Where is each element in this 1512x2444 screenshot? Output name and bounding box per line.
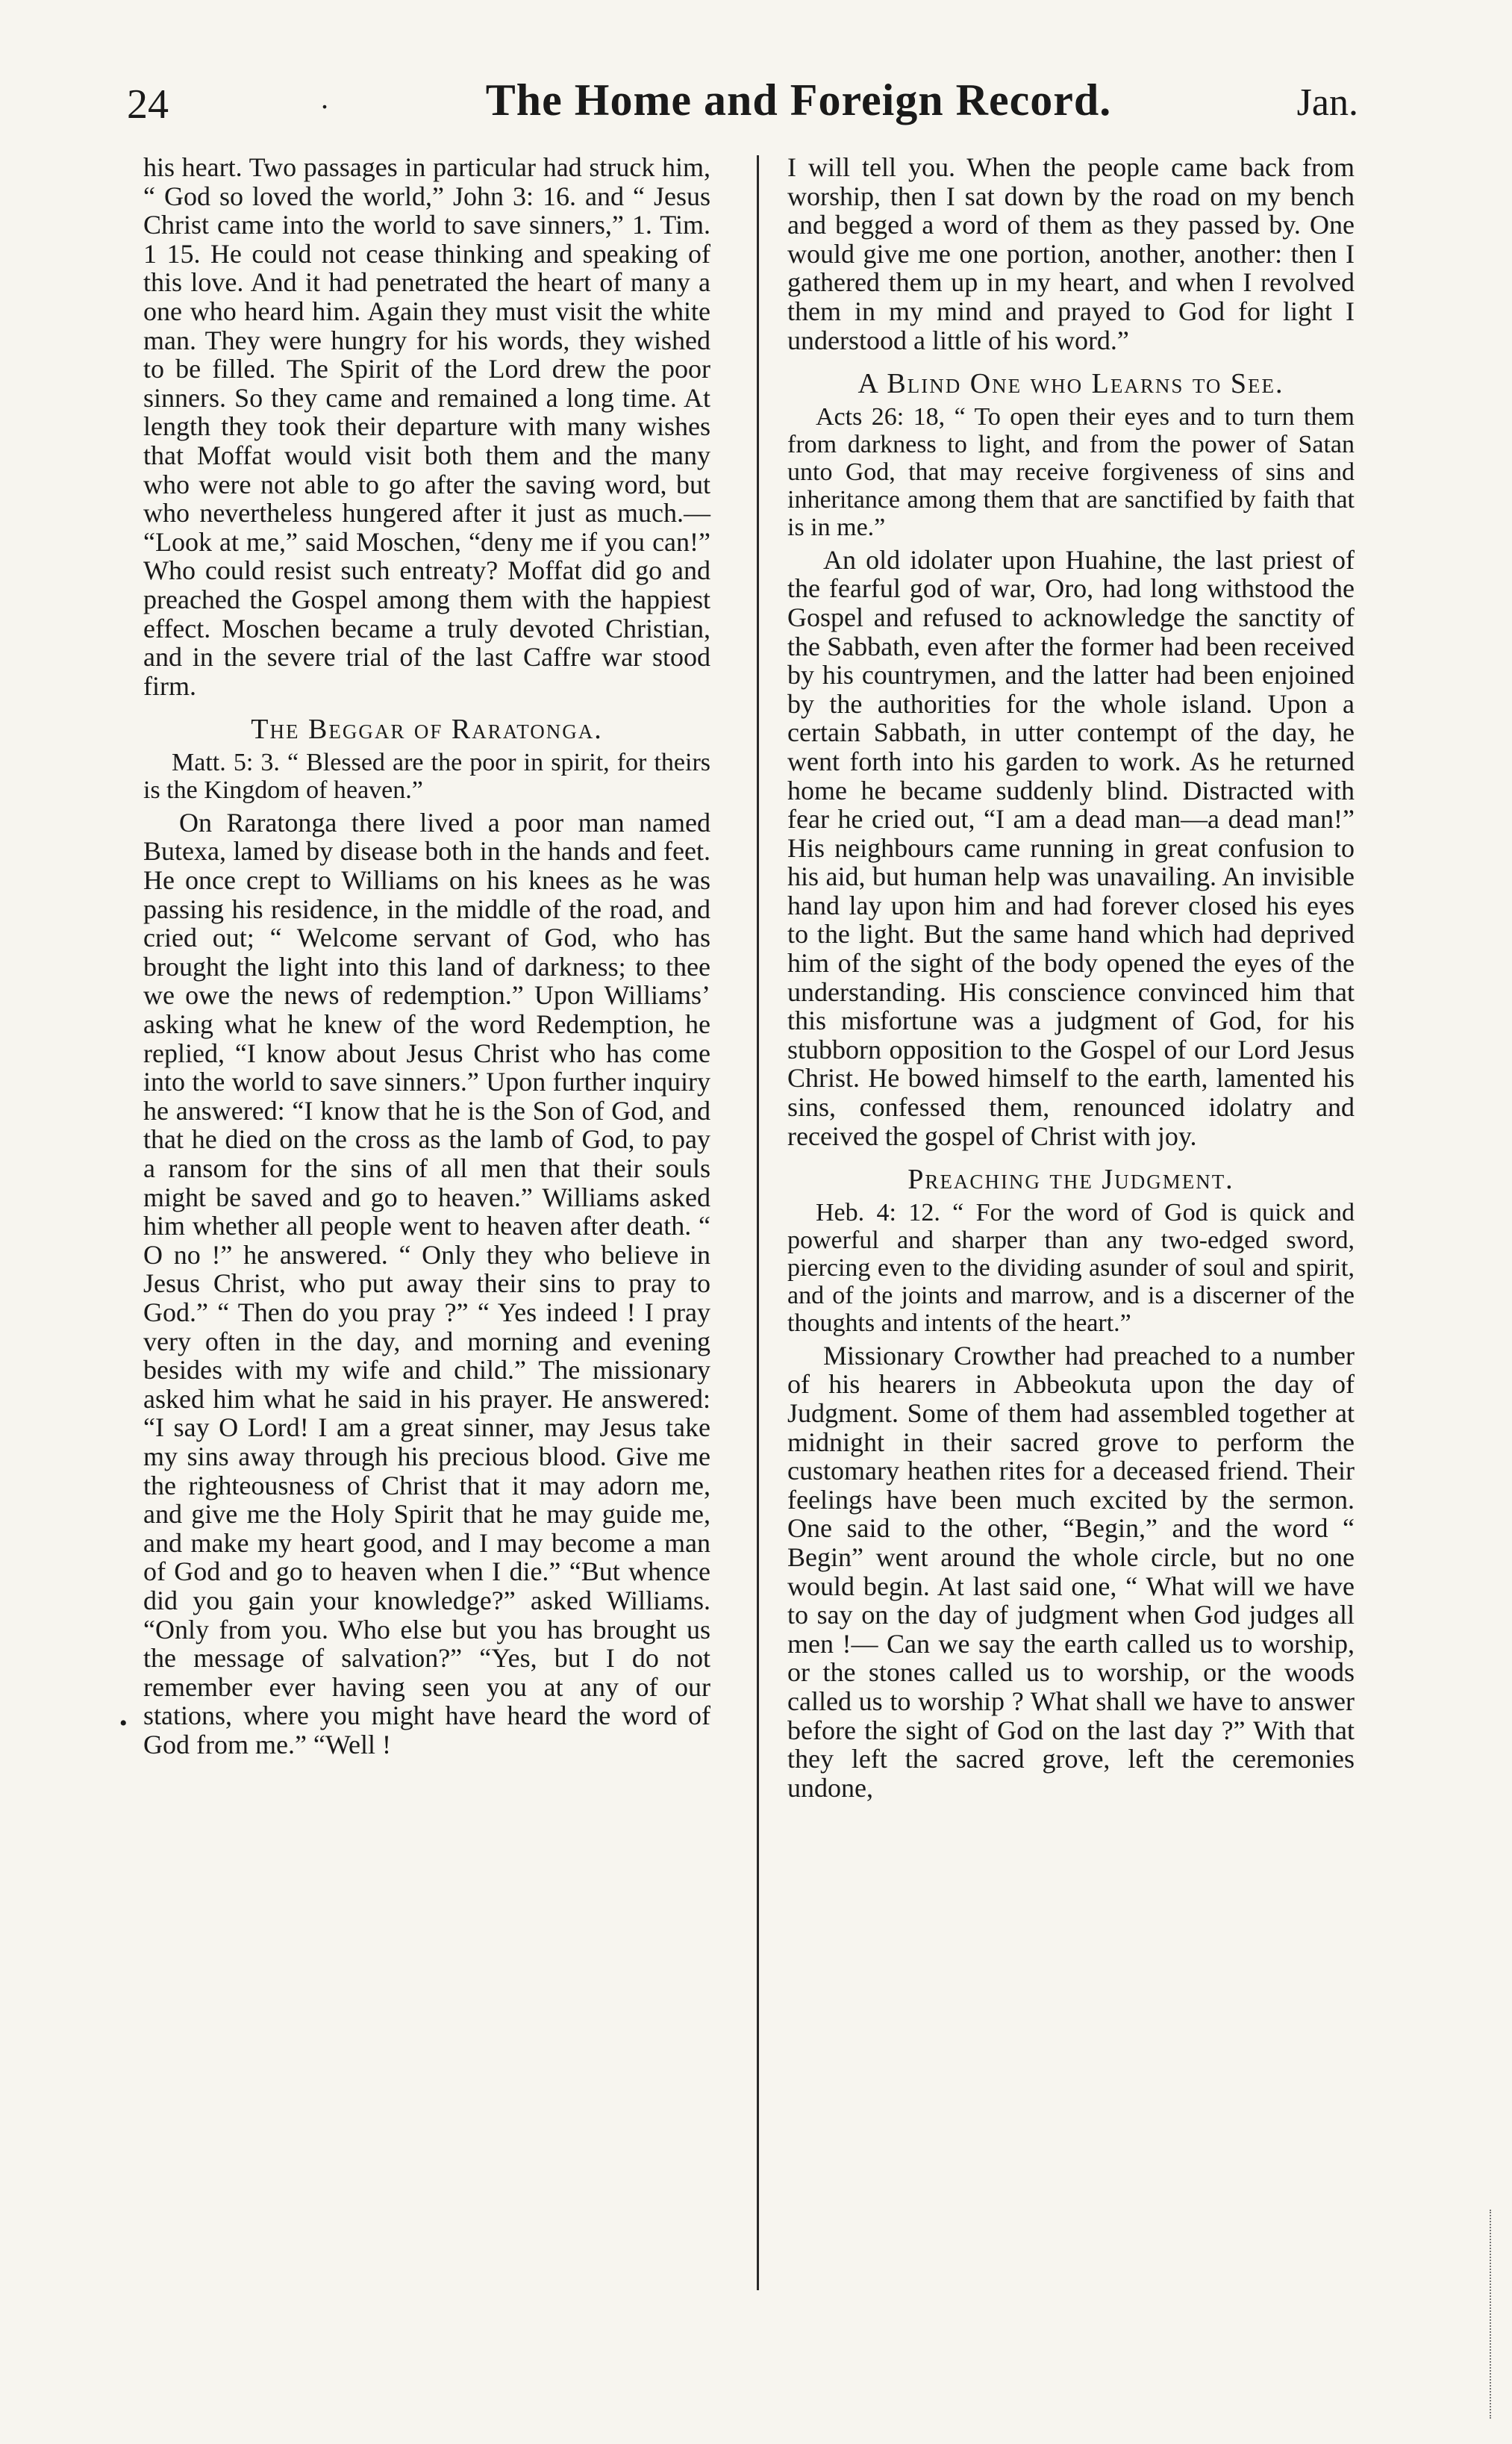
scripture-acts: Acts 26: 18, “ To open their eyes and to turn them from darkness to light, and from the power of Satan unto God, that may receive forgiveness of sins and inheritance among them that are sanctified by faith that is in me.” [787,402,1355,541]
section-heading-blind: A Blind One who Learns to See. [857,368,1284,400]
left-paragraph-2: On Raratonga there lived a poor man named Butexa, lamed by disease both in the hands and feet. He once crept to Williams on his knees as he was passing his residence, in the middle of the road, and cried out; “ Welcome servant of God, who has brought the light into this land of darkness; to thee we owe the news of redemption.” Upon Williams’ asking what he knew of the word Redemption, he replied, “I know about Jesus Christ who has come into the world to save sinners.” Upon further inquiry he answered: “I know that he is the Son of God, and that he died on the cross as the lamb of God, to pay a ransom for the sins of all men that their souls might be saved and go to heaven.” Williams asked him whether all people went to heaven after death. “ O no !” he answered. “ Only they who believe in Jesus Christ, who put away their sins to pray to God.” “ Then do you pray ?” “ Yes indeed ! I pray very often in the day, and morning and evening besides with my wife and child.” The missionary asked him what he said in his prayer. He answered: “I say O Lord! I am a great sinner, may Jesus take my sins away through his precious blood. Give me the righteousness of Christ that it may adorn me, and give me the Holy Spirit that he may guide me, and make my heart good, and I may become a man of God and go to heaven when I die.” “But whence did you gain your knowledge?” asked Williams. “Only from you. Who else but you has brought us the message of salvation?” “Yes, but I do not remember ever having seen you at any of our stations, where you might have heard the word of God from me.” “Well ! [143,807,710,1759]
left-paragraph-1: his heart. Two passages in particular had struck him, “ God so loved the world,” John 3: 16. and “ Jesus Christ came into the world to save sinners,” 1. Tim. 1 15. He could not cease thinking and speaking of this love. And it had penetrated the heart of many a one who heard him. Again they must visit the white man. They were hungry for his words, they wished to be filled. The Spirit of the Lord drew the poor sinners. So they came and remained a long time. At length they took their departure with many wishes that Moffat would visit both them and the many who were not able to go after the saving word, but who nevertheless hungered after it just as much.— “Look at me,” said Moschen, “deny me if you can!” Who could resist such entreaty? Moffat did go and preached the Gospel among them with the happiest effect. Moschen became a truly devoted Christian, and in the severe trial of the last Caffre war stood firm. [143,152,710,701]
left-column [143,153,710,1759]
section-heading-judgment: Preaching the Judgment. [907,1164,1234,1196]
column-divider [757,155,759,2290]
publication-title: The Home and Foreign Record. [485,75,1112,125]
running-header [127,75,1358,142]
margin-mark: • [119,1711,128,1736]
right-paragraph-2: An old idolater upon Huahine, the last priest of the fearful god of war, Oro, had long withstood the Gospel and refused to acknowledge the sanctity of the Sabbath, even after the former had been received by his countrymen, and the latter had been enjoined by the authorities for the whole island. Upon a certain Sabbath, in utter contempt of the day, he went forth into his garden to work. As he returned home he became suddenly blind. Distracted with fear he cried out, “I am a dead man—a dead man!” His neighbours came running in great confusion to his aid, but human help was unavailing. An invisible hand lay upon him and had forever closed his eyes to the light. But the same hand which had deprived him of the sight of the body opened the eyes of the understanding. His conscience convinced him that this misfortune was a judgment of God, for his stubborn opposition to the Gospel of our Lord Jesus Christ. He bowed himself to the earth, lamented his sins, confessed them, renounced idolatry and received the gospel of Christ with joy. [787,544,1355,1151]
issue-month: Jan. [1296,81,1358,124]
right-paragraph-1: I will tell you. When the people came back from worship, then I sat down by the road on my bench and begged a word of them as they passed by. One would give me one portion, another, another: then I gathered them up in my heart, and when I revolved them in my mind and prayed to God for light I understood a little of his word.” [787,152,1355,355]
margin-dots [1490,2210,1494,2419]
section-heading-beggar: The Beggar of Raratonga. [251,714,603,746]
page-number: 24 [127,81,169,128]
right-paragraph-3: Missionary Crowther had preached to a number of his hearers in Abbeokuta upon the day of Judgment. Some of them had assembled together at midnight in their sacred grove to perform the customary heathen rites for a deceased friend. Their feelings have been much excited by the sermon. One said to the other, “Begin,” and the word “ Begin” went around the whole circle, but no one would begin. At last said one, “ What will we have to say on the day of judgment when God judges all men !— Can we say the earth called us to worship, or the stones called us to worship, or the woods called us to worship ? What shall we have to answer before the sight of God on the last day ?” With that they left the sacred grove, left the ceremonies undone, [787,1340,1355,1803]
scripture-matthew: Matt. 5: 3. “ Blessed are the poor in spirit, for theirs is the Kingdom of heaven.” [143,748,710,804]
header-dot: . [321,81,328,115]
right-column [787,153,1355,1802]
scripture-hebrews: Heb. 4: 12. “ For the word of God is quick and powerful and sharper than any two-edged sword, piercing even to the dividing asunder of soul and spirit, and of the joints and marrow, and is a discerner of the thoughts and intents of the heart.” [787,1198,1355,1337]
